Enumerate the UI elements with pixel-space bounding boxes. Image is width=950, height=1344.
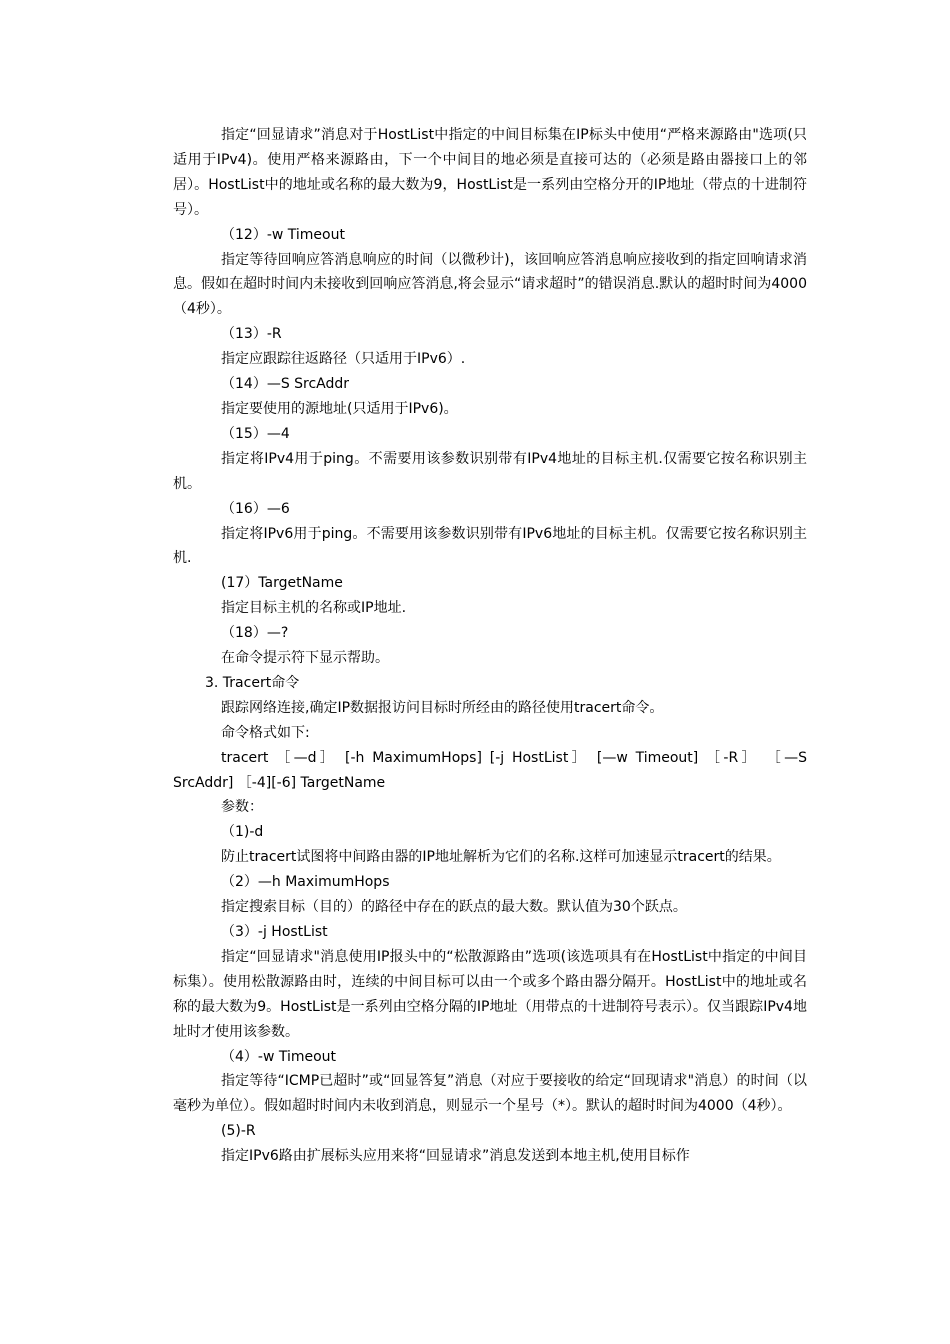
param-heading-16-ipv6: （16）—6: [221, 500, 290, 517]
paragraph-help-desc: 在命令提示符下显示帮助。: [221, 650, 389, 667]
paragraph-command-format-label: 命令格式如下:: [221, 724, 310, 741]
paragraph-timeout-desc: 指定等待回响应答消息响应的时间（以微秒计)，该回响应答消息响应接收到的指定回响请求消息。假如在超时时间内未接收到回响应答消息,将会显示“请求超时”的错误消息.默认的超时时间为4000（4秒）。: [173, 251, 807, 318]
param-heading-12-timeout: （12）-w Timeout: [221, 226, 345, 243]
paragraph-ipv4-desc: 指定将IPv4用于ping。不需要用该参数识别带有IPv4地址的目标主机.仅需要它按名称识别主机。: [173, 450, 807, 492]
param-heading-18-help: （18）—?: [221, 625, 289, 642]
paragraph-command-syntax: tracert ［—d］ [-h MaximumHops] [-j HostList］ [—w Timeout] ［-R］ ［—S SrcAddr] ［-4][-6] TargetName: [173, 749, 807, 791]
param-heading-2-maxhops: （2）—h MaximumHops: [221, 874, 390, 891]
param-heading-14-srcaddr: （14）—S SrcAddr: [221, 376, 350, 393]
paragraph-srcaddr-desc: 指定要使用的源地址(只适用于IPv6)。: [221, 400, 458, 417]
paragraph-r-desc: 指定应跟踪往返路径（只适用于IPv6）.: [221, 351, 466, 368]
param-heading-15-ipv4: （15）—4: [221, 425, 290, 442]
paragraph-maxhops-desc: 指定搜索目标（目的）的路径中存在的跃点的最大数。默认值为30个跃点。: [221, 899, 687, 916]
param-heading-5-r: (5)-R: [221, 1123, 256, 1140]
paragraph-strict-source-route: 指定“回显请求”消息对于HostList中指定的中间目标集在IP标头中使用“严格来源路由"选项(只适用于IPv4)。使用严格来源路由，下一个中间目的地必须是直接可达的（必须是路由器接口上的邻居）。HostList中的地址或名称的最大数为9，HostList是一系列由空格分开的IP地址（带点的十进制符号）。: [173, 127, 807, 218]
paragraph-tracert-timeout-desc: 指定等待“ICMP已超时”或“回显答复”消息（对应于要接收的给定“回现请求"消息）的时间（以毫秒为单位）。假如超时时间内未收到消息，则显示一个星号（*）。默认的超时时间为4000（4秒）。: [173, 1073, 807, 1115]
paragraph-ipv6-desc: 指定将IPv6用于ping。不需要用该参数识别带有IPv6地址的目标主机。仅需要它按名称识别主机.: [173, 525, 807, 567]
param-heading-17-targetname: (17）TargetName: [221, 575, 343, 592]
paragraph-targetname-desc: 指定目标主机的名称或IP地址.: [221, 600, 407, 617]
document-body: [173, 123, 807, 1169]
paragraph-tracert-intro: 跟踪网络连接,确定IP数据报访问目标时所经由的路径使用tracert命令。: [221, 699, 664, 716]
section-heading-tracert: 3. Tracert命令: [205, 674, 300, 691]
paragraph-hostlist-desc: 指定“回显请求"消息使用IP报头中的“松散源路由”选项(该选项具有在HostList中指定的中间目标集）。使用松散源路由时，连续的中间目标可以由一个或多个路由器分隔开。HostList中的地址或名称的最大数为9。HostList是一系列由空格分隔的IP地址（用带点的十进制符号表示）。仅当跟踪IPv4地址时才使用该参数。: [173, 948, 807, 1040]
param-heading-3-hostlist: （3）-j HostList: [221, 924, 328, 940]
paragraph-d-desc: 防止tracert试图将中间路由器的IP地址解析为它们的名称.这样可加速显示tracert的结果。: [221, 849, 781, 866]
param-heading-1-d: （1)-d: [221, 824, 264, 841]
paragraph-tracert-r-desc: 指定IPv6路由扩展标头应用来将“回显请求”消息发送到本地主机,使用目标作: [221, 1148, 690, 1165]
param-heading-4-timeout: （4）-w Timeout: [221, 1048, 337, 1065]
param-heading-13-r: （13）-R: [221, 326, 282, 343]
paragraph-params-label: 参数：: [221, 799, 263, 816]
